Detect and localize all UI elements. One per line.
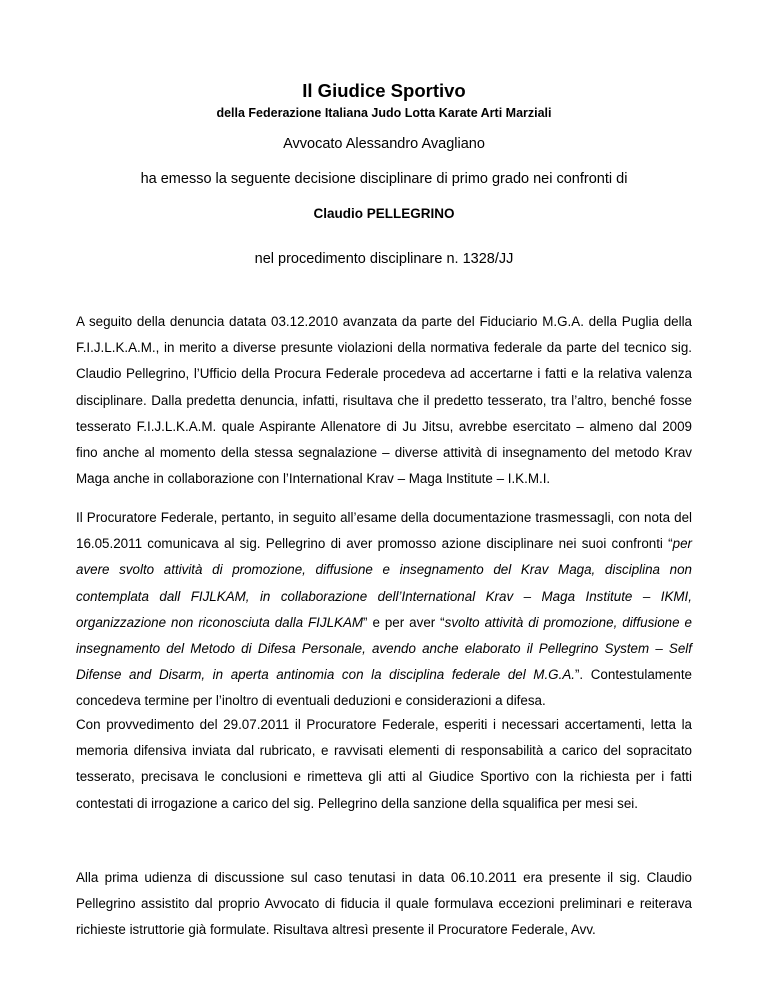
paragraph-3: Con provvedimento del 29.07.2011 il Procuratore Federale, esperiti i necessari accertamenti, letta la memoria difensiva inviata dal rubricato, e ravvisati elementi di responsabilità a carico del sopracitato tesserato, precisava le conclusioni e rimetteva gli atti al Giudice Sportivo con la richiesta per i fatti contestati di irrogazione a carico del sig. Pellegrino della sanzione della squalifica per mesi sei.	[76, 717, 692, 811]
page-title: Il Giudice Sportivo	[302, 80, 466, 101]
paragraph-4: Alla prima udienza di discussione sul caso tenutasi in data 06.10.2011 era presente il sig. Claudio Pellegrino assistito dal proprio Avvocato di fiducia il quale formulava eccezioni preliminari e reiterava richieste istruttorie già formulate. Risultava altresì presente il Procuratore Federale, Avv.	[76, 870, 692, 938]
paragraph-2-quote-2: svolto attività di promozione, diffusione e insegnamento del Metodo di Difesa Personale, avendo anche elaborato il Pellegrino System – Self Difense and Disarm, in aperta antinomia con la disciplina federale del M.G.A.	[76, 614, 692, 683]
proceeding-number: nel procedimento disciplinare n. 1328/JJ	[254, 251, 514, 267]
paragraph-2-quote-1: per avere svolto attività di promozione, diffusione e insegnamento del Krav Maga, disciplina non contemplata dall FIJLKAM, in collaborazione dell’International Krav – Maga Institute – IKMI, organizzazione non riconosciuta dalla FIJLKAM	[76, 536, 692, 630]
paragraph-2-text-c: ”. Contestulamente concedeva termine per l’inoltro di eventuali deduzioni e considerazioni a difesa.	[76, 667, 692, 709]
paragraph-2-text-a: Il Procuratore Federale, pertanto, in seguito all’esame della documentazione trasmessagli, con nota del 16.05.2011 comunicava al sig. Pellegrino di aver promosso azione disciplinare nei suoi confronti “	[76, 510, 692, 552]
defendant-name: Claudio PELLEGRINO	[313, 206, 455, 221]
intro-line: ha emesso la seguente decisione disciplinare di primo grado nei confronti di	[140, 171, 628, 187]
paragraph-1: A seguito della denuncia datata 03.12.2010 avanzata da parte del Fiduciario M.G.A. della Puglia della F.I.J.L.K.A.M., in merito a diverse presunte violazioni della normativa federale da parte del tecnico sig. Claudio Pellegrino, l’Ufficio della Procura Federale procedeva ad accertarne i fatti e la relativa valenza disciplinare. Dalla predetta denuncia, infatti, risultava che il predetto tesserato, tra l’altro, benché fosse tesserato F.I.J.L.K.A.M. quale Aspirante Allenatore di Ju Jitsu, avrebbe esercitato – almeno dal 2009 fino anche al momento della stessa segnalazione – diverse attività di insegnamento del metodo Krav Maga anche in collaborazione con l’International Krav – Maga Institute – I.K.M.I.	[76, 314, 692, 487]
paragraph-2	[76, 505, 692, 715]
judge-name: Avvocato Alessandro Avagliano	[283, 136, 485, 152]
paragraph-2-text-b: ” e per aver “	[363, 614, 445, 630]
federation-subtitle: della Federazione Italiana Judo Lotta Karate Arti Marziali	[216, 106, 552, 120]
